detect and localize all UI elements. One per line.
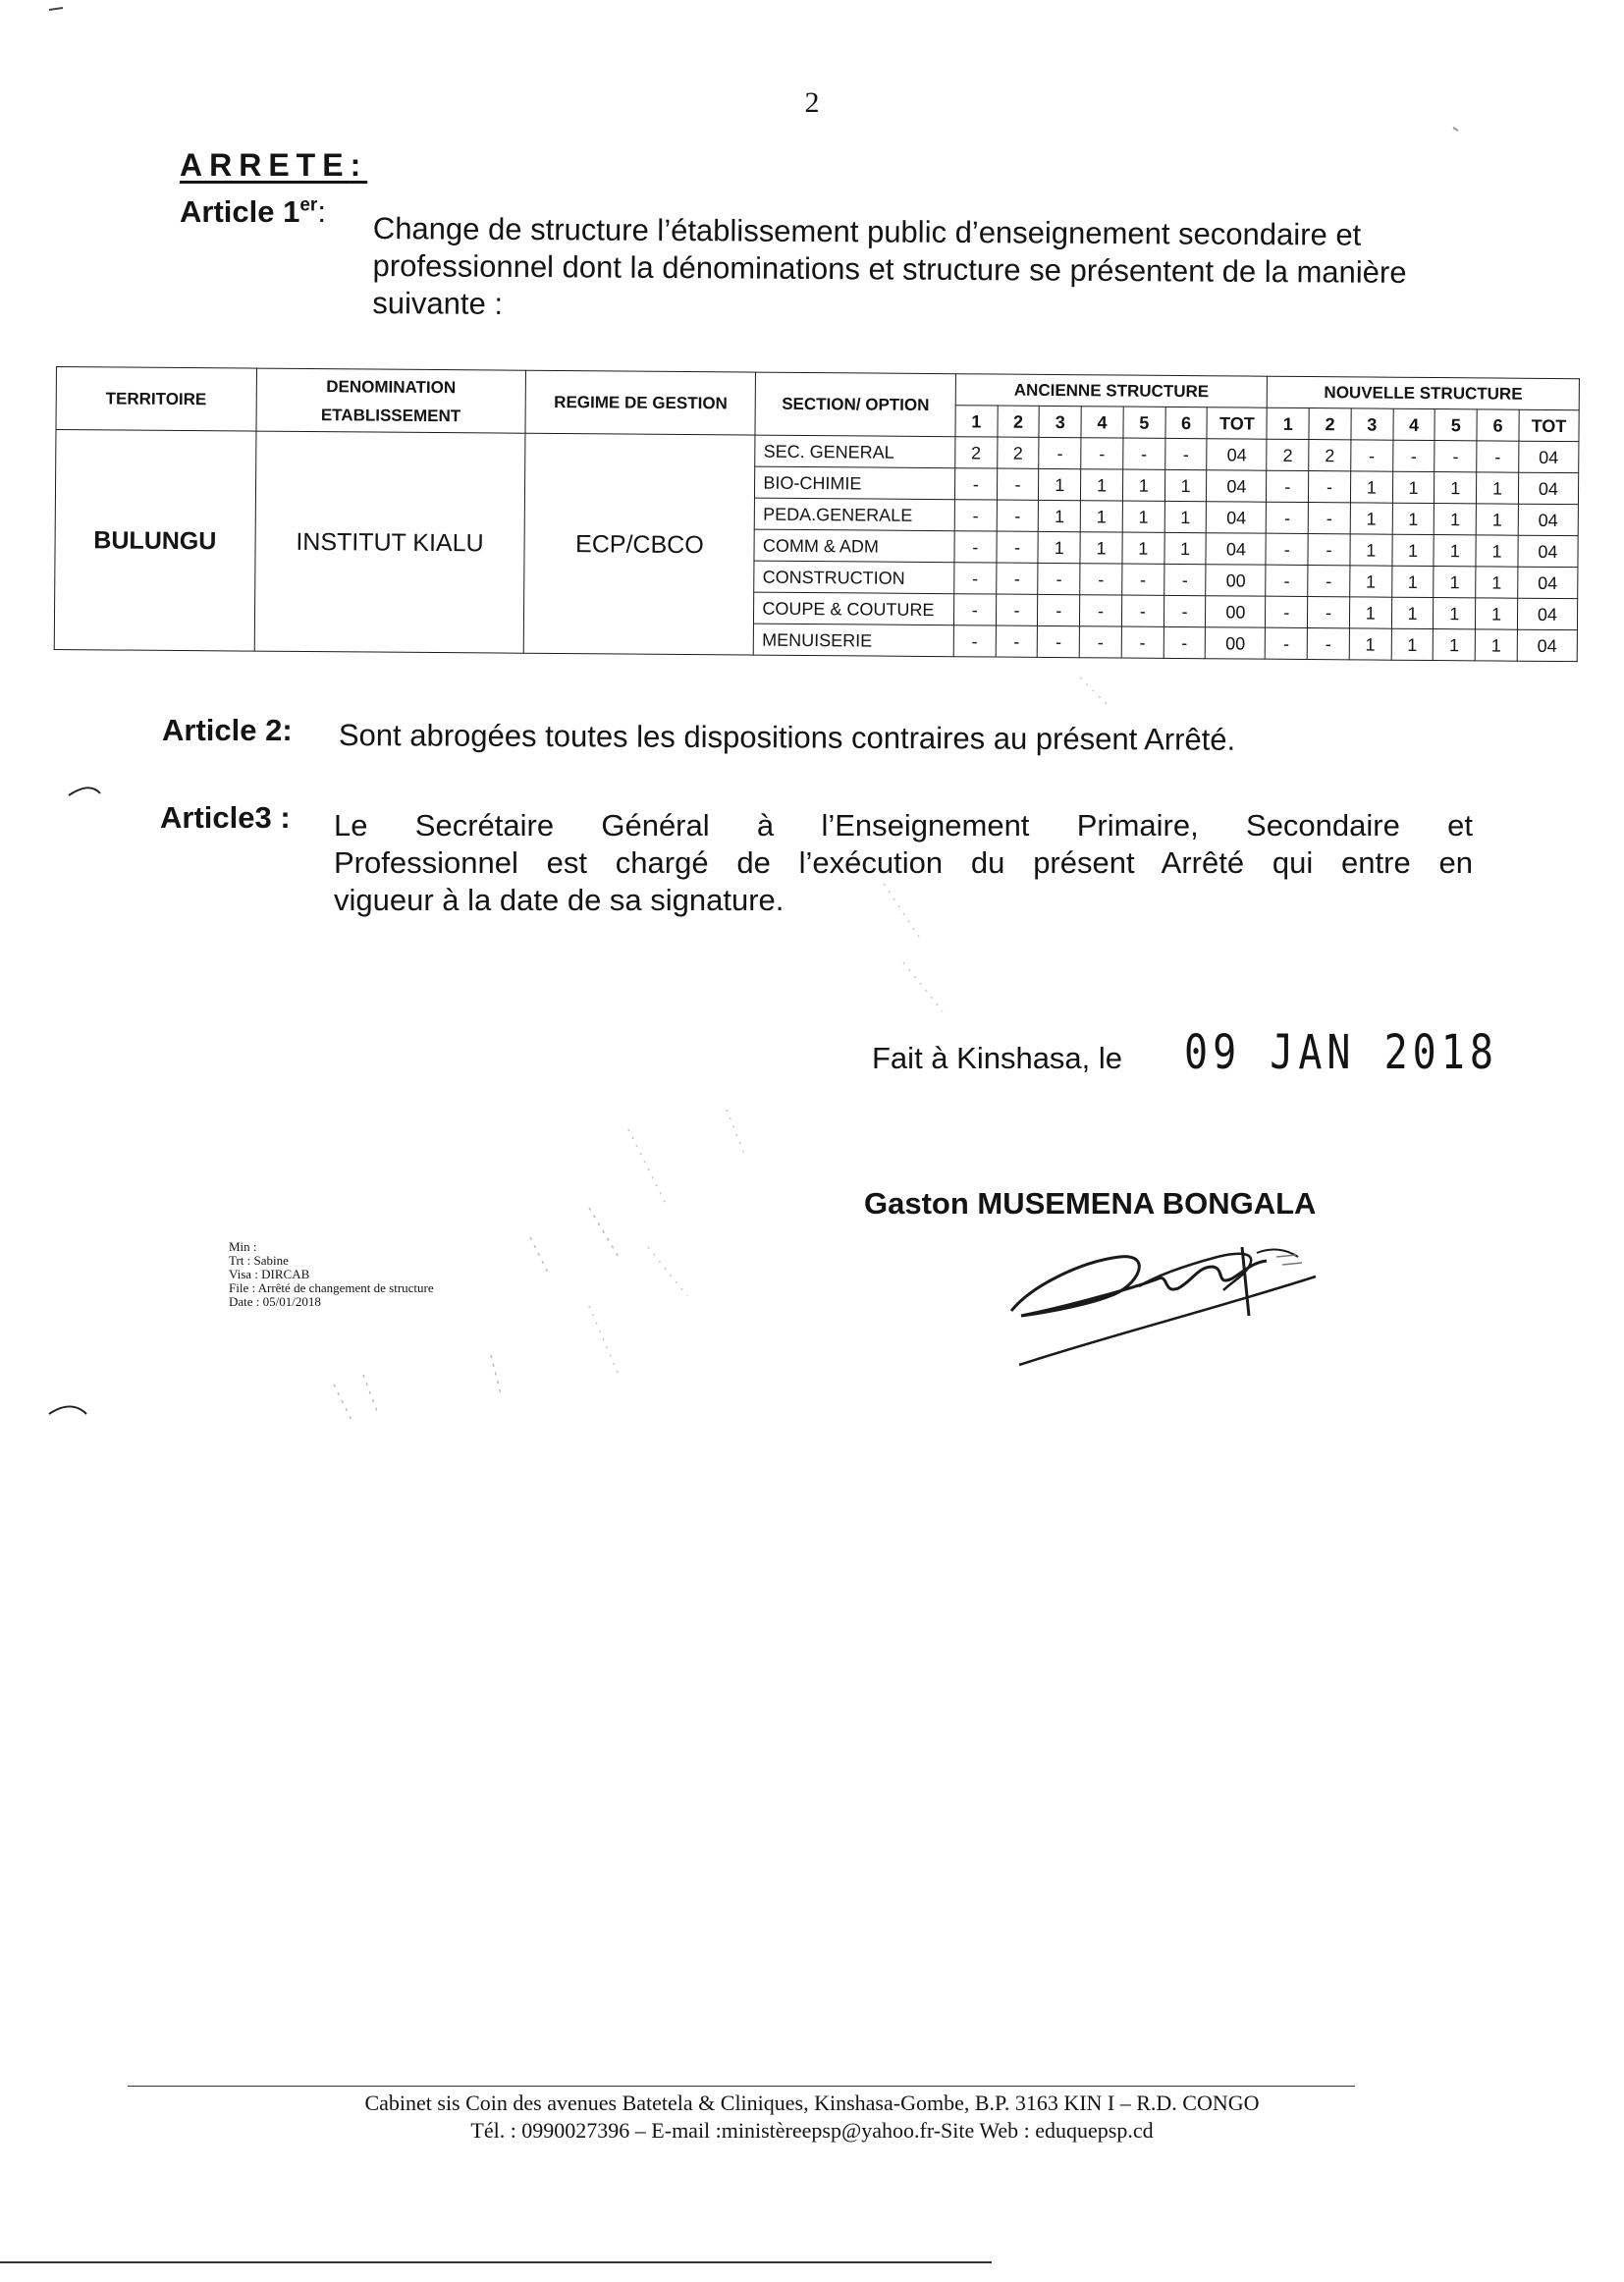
- scan-artifacts: [39, 0, 1610, 1473]
- table-cell: -: [996, 594, 1038, 625]
- table-cell: -: [1307, 628, 1349, 660]
- table-cell: 1: [1435, 472, 1477, 504]
- table-cell: -: [1309, 471, 1351, 503]
- table-cell: -: [1123, 438, 1165, 469]
- table-cell: -: [997, 500, 1039, 531]
- table-cell: 1: [1476, 567, 1518, 598]
- footer-line: Tél. : 0990027396 – E-mail :ministèreepsp@yahoo.fr-Site Web : eduquepsp.cd: [470, 2118, 1154, 2143]
- table-cell: 1: [1164, 469, 1207, 501]
- table-cell: -: [1266, 627, 1308, 659]
- footer-line: Cabinet sis Coin des avenues Batetela & Cliniques, Kinshasa-Gombe, B.P. 3163 KIN I – R.D. CONGO: [364, 2091, 1260, 2115]
- table-cell: -: [1081, 438, 1123, 469]
- table-cell: 04: [1517, 598, 1577, 629]
- option-cell: SEC. GENERAL: [755, 435, 955, 468]
- article-1-line: professionnel dont la dénominations et structure se présentent de la manière: [372, 247, 1407, 290]
- table-cell: -: [1435, 441, 1477, 472]
- table-cell: 1: [1122, 532, 1164, 564]
- header-nouvelle-structure: NOUVELLE STRUCTURE: [1268, 376, 1580, 409]
- header-col: 5: [1123, 407, 1165, 438]
- header-col: 6: [1165, 407, 1208, 438]
- table-cell: -: [1164, 438, 1207, 469]
- article-3-line: Le Secrétaire Général à l’Enseignement Primaire, Secondaire et: [334, 808, 1473, 842]
- table-cell: -: [1308, 597, 1350, 628]
- table-cell: 2: [1309, 440, 1351, 471]
- territoire-cell: BULUNGU: [54, 430, 255, 652]
- table-cell: -: [1122, 564, 1164, 595]
- table-cell: 1: [1392, 503, 1435, 534]
- table-cell: -: [1121, 595, 1164, 626]
- etablissement-cell: INSTITUT KIALU: [254, 431, 526, 653]
- table-cell: -: [1308, 503, 1350, 534]
- table-cell: 1: [1391, 597, 1434, 628]
- option-cell: MENUISERIE: [754, 624, 954, 657]
- header-denomination: DENOMINATION ETABLISSEMENT: [256, 368, 526, 433]
- header-section-option: SECTION/ OPTION: [755, 372, 955, 437]
- table-cell: 1: [1476, 535, 1518, 567]
- header-col: 3: [1351, 408, 1393, 440]
- table-cell: 1: [1434, 567, 1476, 598]
- table-cell: 04: [1207, 470, 1267, 502]
- table-cell: 04: [1518, 535, 1578, 567]
- option-cell: CONSTRUCTION: [754, 561, 954, 594]
- table-cell: 1: [1476, 598, 1518, 629]
- table-cell: 00: [1206, 565, 1266, 596]
- table-cell: -: [1164, 626, 1206, 658]
- table-cell: -: [1351, 440, 1393, 471]
- table-cell: 2: [1267, 439, 1309, 470]
- table-cell: 00: [1205, 627, 1265, 659]
- table-cell: -: [1164, 564, 1206, 595]
- table-cell: 1: [1391, 628, 1434, 660]
- header-col: 2: [998, 406, 1040, 437]
- table-cell: -: [954, 531, 997, 563]
- table-cell: 1: [1477, 472, 1519, 504]
- header-col: 1: [1267, 408, 1309, 439]
- table-cell: 1: [1081, 469, 1123, 501]
- regime-cell: ECP/CBCO: [524, 433, 756, 655]
- table-cell: -: [1080, 564, 1122, 595]
- footer-address: [0, 2090, 1624, 2145]
- table-cell: 1: [1391, 566, 1434, 597]
- decree-heading-text: ARRETE: [180, 147, 351, 183]
- table-cell: 1: [1434, 598, 1476, 629]
- header-col: 2: [1309, 408, 1351, 440]
- table-cell: 1: [1392, 471, 1435, 503]
- table-cell: 1: [1434, 629, 1476, 661]
- table-cell: -: [997, 531, 1039, 563]
- table-cell: 1: [1350, 534, 1392, 566]
- table-cell: 04: [1518, 504, 1578, 535]
- place-date-label: Fait à Kinshasa, le: [872, 1041, 1123, 1075]
- article-1-line: suivante :: [372, 285, 504, 321]
- table-cell: -: [954, 468, 997, 500]
- article-1-label: Article 1er:: [180, 194, 326, 229]
- option-cell: PEDA.GENERALE: [755, 498, 955, 531]
- metadata-line: File : Arrêté de changement de structure: [229, 1280, 434, 1295]
- table-cell: -: [1267, 470, 1309, 502]
- table-cell: 1: [1434, 535, 1476, 567]
- table-cell: -: [1266, 565, 1308, 596]
- header-regime: REGIME DE GESTION: [525, 370, 756, 435]
- footer-rule: [128, 2086, 1355, 2087]
- header-col: 5: [1435, 409, 1477, 441]
- table-cell: 1: [1349, 597, 1391, 628]
- table-cell: 1: [1122, 501, 1164, 532]
- article-1-colon: :: [317, 194, 326, 229]
- table-cell: 1: [1080, 532, 1122, 564]
- table-cell: -: [1164, 595, 1206, 626]
- article-1-line: Change de structure l’établissement public d’enseignement secondaire et: [372, 210, 1362, 252]
- table-cell: 1: [1039, 468, 1081, 500]
- article-3-label: Article3 :: [160, 800, 291, 835]
- table-cell: 1: [1038, 531, 1080, 563]
- table-cell: 04: [1518, 567, 1578, 598]
- table-cell: 1: [1164, 501, 1207, 532]
- article-2-label: Article 2:: [162, 713, 293, 747]
- table-cell: -: [1080, 595, 1122, 626]
- table-cell: 00: [1206, 596, 1266, 627]
- table-cell: 1: [1164, 532, 1207, 564]
- table-cell: -: [1079, 626, 1121, 658]
- table-cell: 1: [1392, 534, 1435, 566]
- header-col: 3: [1039, 406, 1081, 437]
- table-cell: 1: [1350, 471, 1392, 503]
- table-cell: -: [953, 625, 996, 657]
- table-cell: -: [954, 500, 997, 531]
- metadata-line: Trt : Sabine: [229, 1253, 289, 1268]
- article-3-line: vigueur à la date de sa signature.: [334, 883, 785, 917]
- table-cell: -: [996, 625, 1038, 657]
- header-col: 6: [1477, 409, 1519, 441]
- table-cell: -: [1267, 502, 1309, 533]
- option-cell: COMM & ADM: [754, 529, 954, 563]
- signatory-name: Gaston MUSEMENA BONGALA: [864, 1186, 1317, 1221]
- header-ancienne-structure: ANCIENNE STRUCTURE: [955, 374, 1268, 408]
- header-col: 1: [955, 406, 998, 437]
- table-cell: 1: [1122, 469, 1164, 501]
- table-cell: -: [1308, 566, 1350, 597]
- metadata-line: Date : 05/01/2018: [229, 1294, 321, 1309]
- table-cell: 04: [1207, 502, 1267, 533]
- table-cell: -: [1392, 440, 1435, 471]
- bottom-edge-line: [0, 2261, 992, 2263]
- table-cell: 1: [1475, 629, 1517, 661]
- table-cell: 04: [1519, 441, 1579, 472]
- table-cell: -: [996, 563, 1038, 594]
- option-cell: COUPE & COUTURE: [754, 592, 954, 625]
- metadata-line: Min :: [229, 1239, 257, 1254]
- table-cell: 04: [1517, 629, 1577, 661]
- table-cell: 1: [1476, 504, 1518, 535]
- table-cell: -: [1121, 626, 1164, 658]
- table-cell: 1: [1350, 503, 1392, 534]
- table-cell: -: [997, 468, 1039, 500]
- table-cell: -: [1039, 437, 1081, 468]
- table-cell: 2: [955, 437, 998, 468]
- table-cell: -: [1038, 594, 1080, 625]
- table-cell: -: [1038, 625, 1080, 657]
- header-col: 4: [1393, 408, 1435, 440]
- table-cell: 1: [1435, 504, 1477, 535]
- article-2-line: Sont abrogées toutes les dispositions contraires au présent Arrêté.: [338, 718, 1236, 757]
- table-cell: 04: [1518, 472, 1578, 504]
- article-1-superscript: er: [299, 194, 318, 216]
- header-col: TOT: [1519, 409, 1579, 441]
- decree-heading-colon: :: [350, 147, 368, 183]
- table-cell: -: [1266, 596, 1308, 627]
- table-cell: 04: [1206, 533, 1266, 565]
- table-cell: -: [1477, 441, 1519, 472]
- option-cell: BIO-CHIMIE: [755, 466, 955, 500]
- table-cell: 04: [1207, 439, 1267, 470]
- article-3-line: Professionnel est chargé de l’exécution du présent Arrêté qui entre en: [334, 845, 1473, 880]
- table-cell: 2: [997, 437, 1039, 468]
- table-cell: 1: [1349, 628, 1391, 660]
- table-cell: -: [953, 594, 996, 625]
- date-stamp: 09 JAN 2018: [1184, 1026, 1498, 1081]
- table-cell: 1: [1080, 501, 1122, 532]
- table-cell: -: [1266, 533, 1308, 565]
- header-col: TOT: [1207, 408, 1267, 439]
- metadata-line: Visa : DIRCAB: [229, 1267, 310, 1281]
- table-cell: -: [1038, 563, 1080, 594]
- page-number: 2: [804, 86, 820, 119]
- table-cell: 1: [1350, 566, 1392, 597]
- table-cell: -: [1308, 534, 1350, 566]
- table-cell: -: [954, 563, 997, 594]
- header-col: 4: [1081, 407, 1123, 438]
- header-territoire: TERRITOIRE: [56, 367, 256, 432]
- table-cell: 1: [1039, 500, 1081, 531]
